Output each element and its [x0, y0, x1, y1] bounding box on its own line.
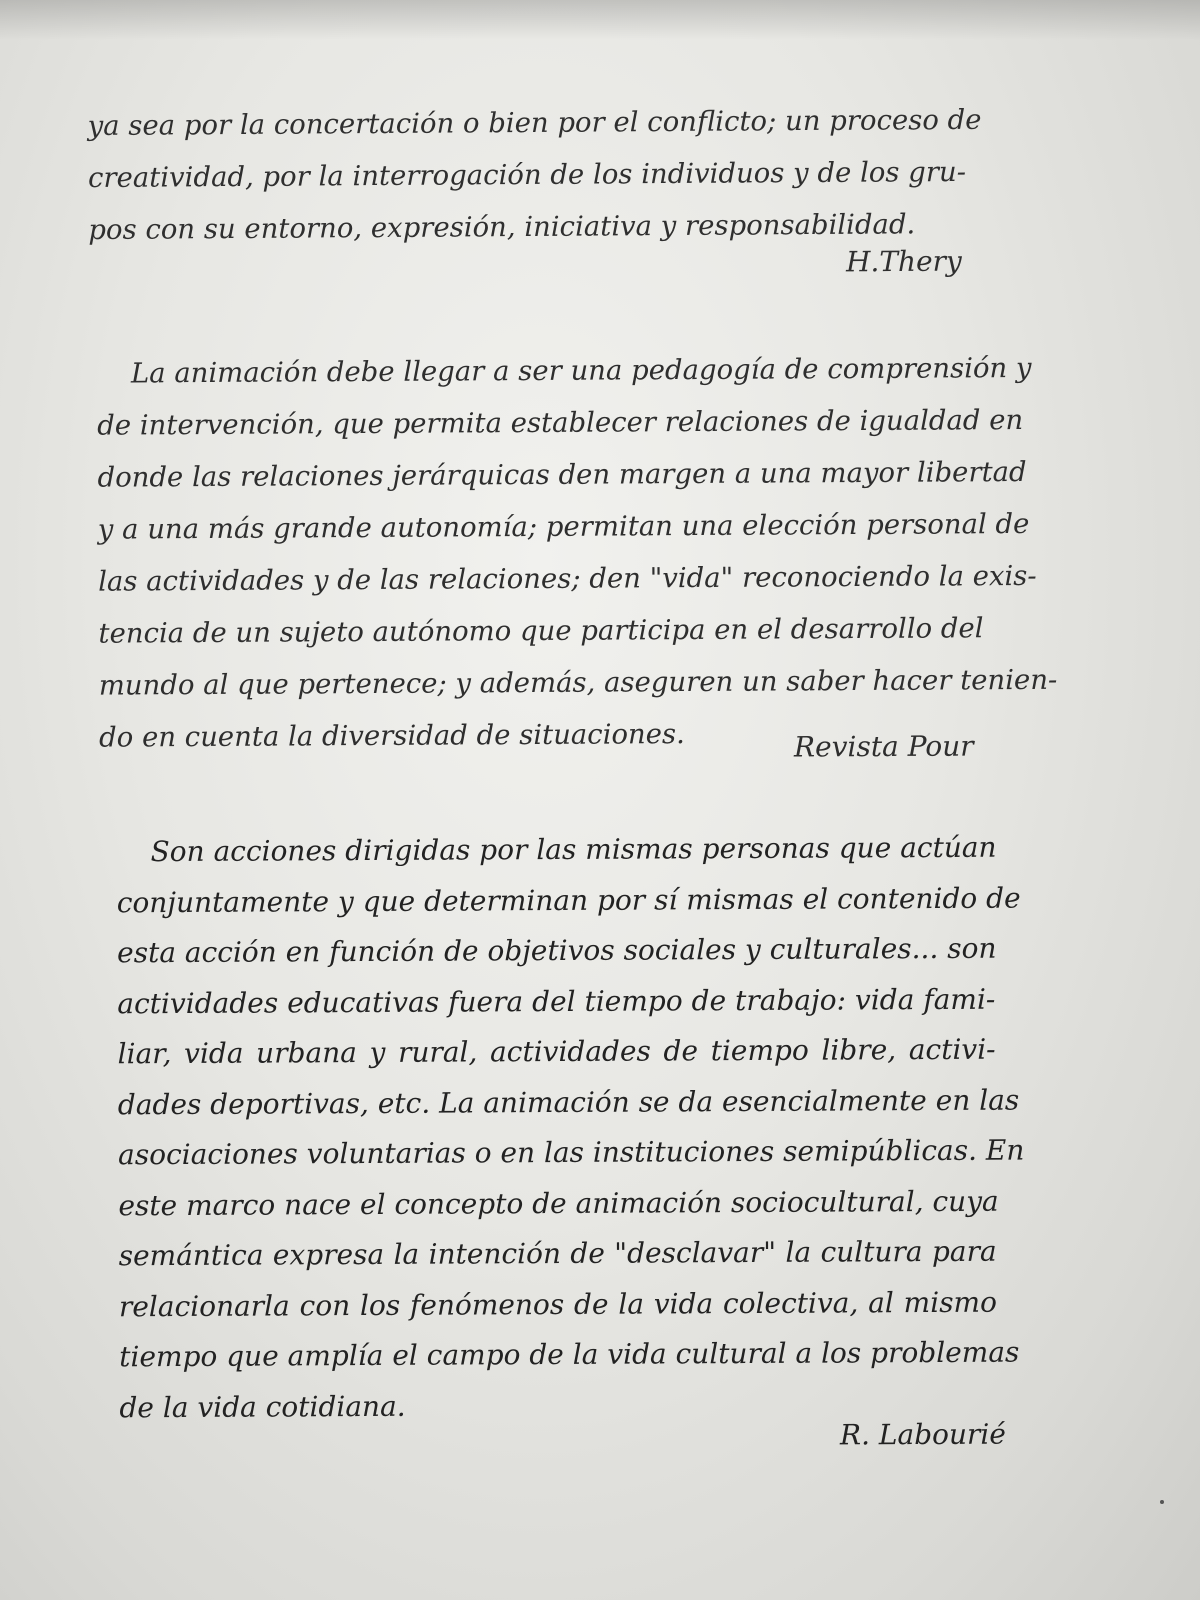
quote-line: de la vida cotidiana. [119, 1389, 406, 1424]
quote-line: liar, vida urbana y rural, actividades de tiempo libre, activi- [117, 1032, 996, 1071]
quote-author: Revista Pour [794, 729, 975, 764]
quote-line: conjuntamente y que determinan por sí mismas el contenido de [116, 881, 1021, 919]
quote-labourie [116, 823, 1025, 1434]
quote-line: relacionarla con los fenómenos de la vida colectiva, al mismo [118, 1285, 998, 1323]
quote-line: dades deportivas, etc. La animación se da esencialmente en las [117, 1083, 1020, 1121]
paper-speck [1160, 1500, 1164, 1504]
quote-line: esta acción en función de objetivos sociales y culturales... son [116, 931, 997, 970]
quote-line: asociaciones voluntarias o en las instituciones semipúblicas. En [118, 1133, 1025, 1172]
quote-line: Son acciones dirigidas por las mismas personas que actúan [150, 830, 997, 869]
quote-line: creatividad, por la interrogación de los individuos y de los gru- [87, 155, 967, 195]
quote-line: las actividades y de las relaciones; den "vida" reconociendo la exis- [98, 559, 1037, 598]
page-edge-shadow [0, 0, 1200, 40]
quote-line: actividades educativas fuera del tiempo de trabajo: vida fami- [117, 982, 996, 1020]
quote-line: tiempo que amplía el campo de la vida cultural a los problemas [119, 1335, 1020, 1374]
quote-line: ya sea por la concertación o bien por el conflicto; un proceso de [87, 103, 982, 143]
quote-line: y a una más grande autonomía; permitan una elección personal de [97, 507, 1030, 546]
quote-line: donde las relaciones jerárquicas den margen a una mayor libertad [97, 455, 1027, 494]
quote-line: mundo al que pertenece; y además, aseguren un saber hacer tenien- [98, 663, 1058, 702]
quote-line: do en cuenta la diversidad de situaciones. [99, 718, 685, 754]
quote-author: R. Labourié [840, 1417, 1007, 1452]
quote-revista-pour [97, 342, 1058, 763]
quote-line: pos con su entorno, expresión, iniciativa y responsabilidad. [88, 208, 916, 247]
quote-line: tencia de un sujeto autónomo que participa en el desarrollo del [98, 612, 984, 650]
quote-line: este marco nace el concepto de animación sociocultural, cuya [118, 1184, 999, 1222]
quote-line: La animación debe llegar a ser una pedagogía de comprensión y [130, 351, 1032, 390]
quote-thery [87, 94, 982, 256]
quote-line: de intervención, que permita establecer relaciones de igualdad en [97, 403, 1024, 442]
quote-line: semántica expresa la intención de "desclavar" la cultura para [118, 1234, 997, 1273]
quote-author: H.Thery [846, 244, 963, 279]
